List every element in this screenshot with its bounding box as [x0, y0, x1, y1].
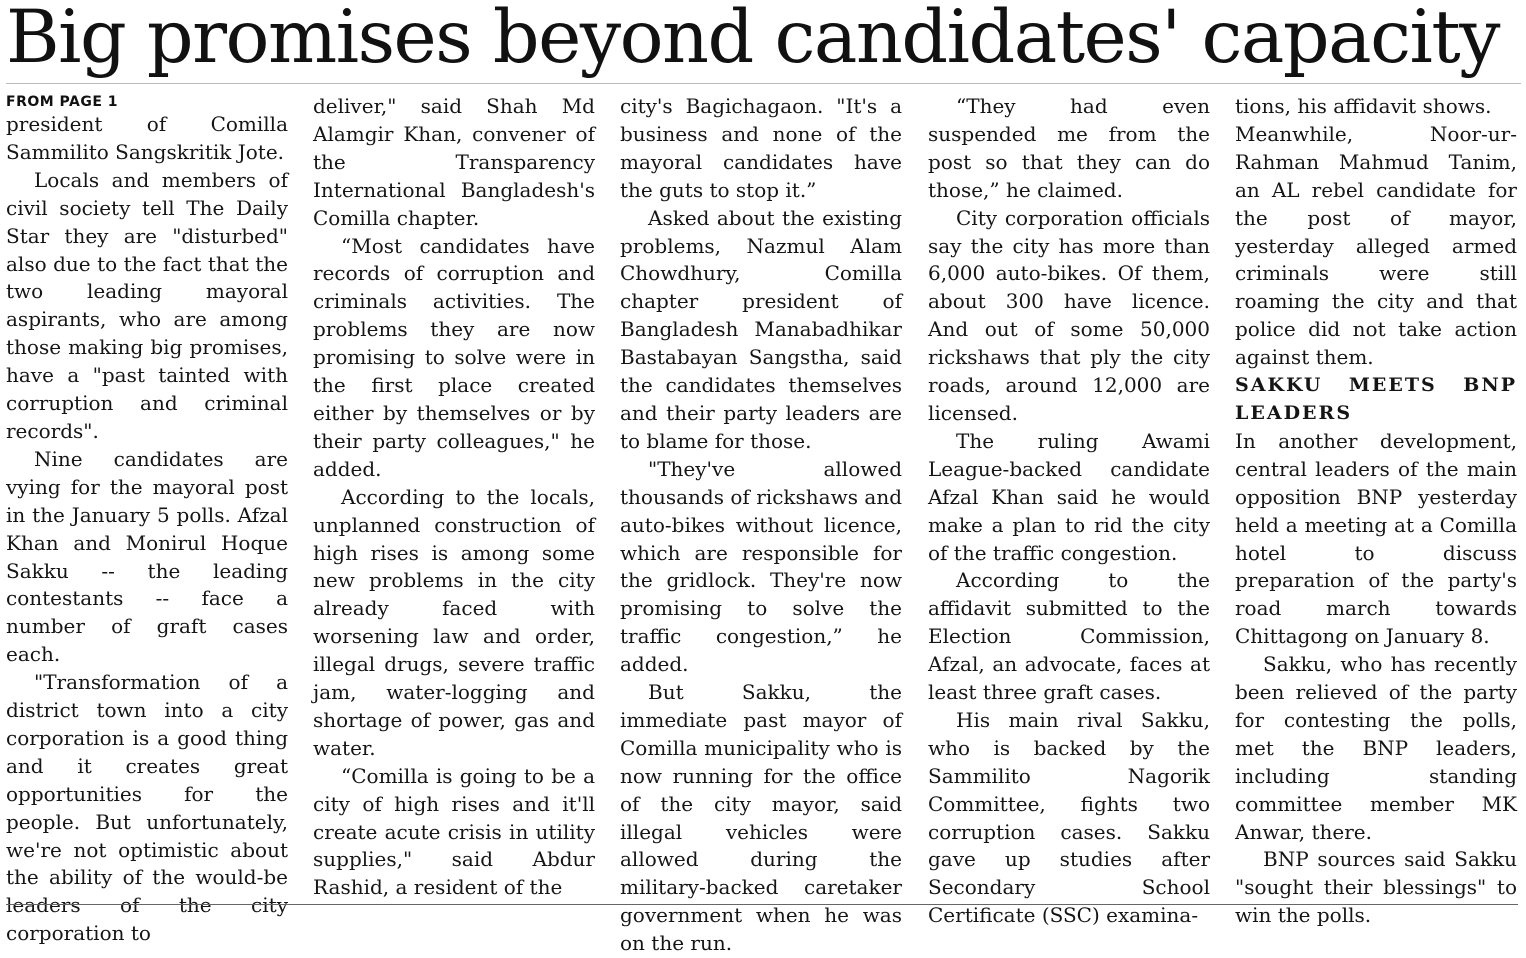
- paragraph: deliver," said Shah Md Alamgir Khan, convener of the Transparency International Bangladesh's Comilla chapter.: [313, 94, 595, 230]
- paragraph: Asked about the existing problems, Nazmul Alam Chowdhury, Comilla chapter president of Bangladesh Manabadhikar Bastabayan Sangstha, said the candidates themselves and their party leaders are to blame for those.: [620, 205, 902, 453]
- paragraph: Meanwhile, Noor-ur-Rahman Mahmud Tanim, an AL rebel candidate for the post of mayor, yesterday alleged armed criminals were still roaming the city and that police did not take action against them.: [1235, 121, 1517, 370]
- article-column-2: [313, 93, 595, 900]
- paragraph: "Transformation of a district town into a city corporation is a good thing and it creates great opportunities for the people. But unfortunately, we're not optimistic about the ability of the would-be leaders of the city corporation to: [6, 670, 288, 946]
- paragraph: According to the locals, unplanned construction of high rises is among some new problems in the city already faced with worsening law and order, illegal drugs, severe traffic jam, water-logging and shortage of power, gas and water.: [313, 484, 595, 760]
- subheading: SAKKU MEETS BNP LEADERS: [1235, 374, 1517, 424]
- paragraph: “Comilla is going to be a city of high rises and it'll create acute crisis in utility supplies," said Abdur Rashid, a resident of the: [313, 763, 595, 900]
- paragraph: BNP sources said Sakku "sought their blessings" to win the polls.: [1235, 847, 1517, 928]
- paragraph: president of Comilla Sammilito Sangskritik Jote.: [6, 112, 288, 164]
- article-column-4: [928, 93, 1210, 928]
- paragraph: Nine candidates are vying for the mayoral post in the January 5 polls. Afzal Khan and Monirul Hoque Sakku -- the leading contestants -- face a number of graft cases each.: [6, 446, 288, 667]
- article-column-1: [6, 93, 288, 946]
- paragraph: The ruling Awami League-backed candidate Afzal Khan said he would make a plan to rid the city of the traffic congestion.: [928, 428, 1210, 565]
- paragraph: City corporation officials say the city has more than 6,000 auto-bikes. Of them, about 300 have licence. And out of some 50,000 rickshaws that ply the city roads, around 12,000 are licensed.: [928, 205, 1210, 425]
- from-page-kicker: FROM PAGE 1: [6, 94, 119, 110]
- article-column-5: [1235, 93, 1517, 928]
- headline: Big promises beyond candidates' capacity: [6, 0, 1499, 80]
- paragraph: Locals and members of civil society tell The Daily Star they are "disturbed" also due to the fact that the two leading mayoral aspirants, who are among those making big promises, have a "past tainted with corruption and criminal records".: [6, 167, 288, 443]
- paragraph: "They've allowed thousands of rickshaws and auto-bikes without licence, which are responsible for the gridlock. They're now promising to solve the traffic congestion,” he added.: [620, 456, 902, 677]
- paragraph: city's Bagichagaon. "It's a business and none of the mayoral candidates have the guts to stop it.”: [620, 94, 902, 202]
- paragraph: His main rival Sakku, who is backed by the Sammilito Nagorik Committee, fights two corruption cases. Sakku gave up studies after Secondary School Certificate (SSC) examina-: [928, 707, 1210, 928]
- paragraph: According to the affidavit submitted to the Election Commission, Afzal, an advocate, faces at least three graft cases.: [928, 568, 1210, 705]
- paragraph: “Most candidates have records of corruption and criminals activities. The problems they are now promising to solve were in the first place created either by themselves or by their party colleagues," he added.: [313, 233, 595, 481]
- bottom-rule: [6, 904, 1518, 905]
- paragraph: “They had even suspended me from the post so that they can do those,” he claimed.: [928, 94, 1210, 202]
- paragraph: But Sakku, the immediate past mayor of Comilla municipality who is now running for the office of the city mayor, said illegal vehicles were allowed during the military-backed caretaker government when he was on the run.: [620, 680, 902, 956]
- paragraph: tions, his affidavit shows.: [1235, 94, 1492, 118]
- paragraph: Sakku, who has recently been relieved of the party for contesting the polls, met the BNP leaders, including standing committee member MK Anwar, there.: [1235, 652, 1517, 844]
- headline-rule: [6, 83, 1521, 84]
- article-column-3: [620, 93, 902, 956]
- paragraph: In another development, central leaders of the main opposition BNP yesterday held a meeting at a Comilla hotel to discuss preparation of the party's road march towards Chittagong on January 8.: [1235, 428, 1517, 649]
